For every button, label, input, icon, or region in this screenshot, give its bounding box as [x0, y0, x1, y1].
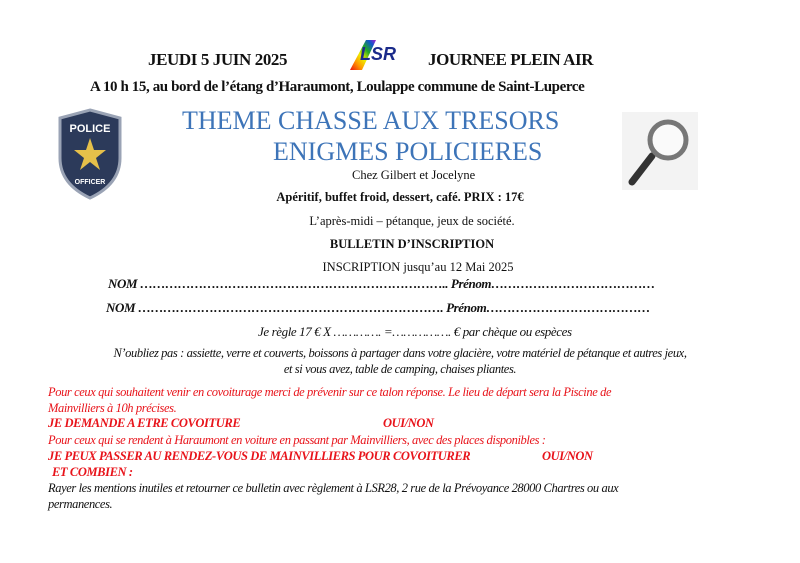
deadline-text: INSCRIPTION jusqu’au 12 Mai 2025: [322, 260, 514, 274]
police-badge-image: [54, 108, 126, 200]
theme-title: THEME CHASSE AUX TRESORS: [182, 106, 560, 135]
reminder-line-1: N’oubliez pas : assiette, verre et couverts, boissons à partager dans votre glacière, votre matériel de pétanque et autres jeux,: [113, 346, 687, 360]
carpool-request-choice[interactable]: OUI/NON: [383, 416, 434, 430]
host-text: Chez Gilbert et Jocelyne: [352, 168, 476, 182]
badge-top-text: POLICE: [69, 123, 111, 135]
event-location: A 10 h 15, au bord de l’étang d’Haraumont, Loulappe commune de Saint-Luperce: [90, 79, 585, 95]
carpool-intro-1: Pour ceux qui souhaitent venir en covoiturage merci de prévenir sur ce talon réponse. Le lieu de départ sera la Piscine de: [48, 385, 612, 399]
driver-offer: JE PEUX PASSER AU RENDEZ-VOUS DE MAINVILLIERS POUR COVOITURER: [48, 449, 471, 463]
event-date: JEUDI 5 JUIN 2025: [148, 50, 288, 69]
seat-count-field[interactable]: ET COMBIEN :: [52, 465, 133, 479]
bulletin-heading: BULLETIN D’INSCRIPTION: [329, 237, 495, 251]
magnifier-image: [622, 112, 698, 190]
carpool-request: JE DEMANDE A ETRE COVOITURE: [48, 416, 241, 430]
afternoon-text: L’après-midi – pétanque, jeux de société.: [309, 214, 515, 228]
footer-line-1: Rayer les mentions inutiles et retourner ce bulletin avec règlement à LSR28, 2 rue de la Prévoyance 28000 Chartres ou aux: [48, 481, 619, 495]
menu-price-text: Apéritif, buffet froid, dessert, café. PRIX : 17€: [276, 190, 524, 204]
svg-text:LSR: LSR: [360, 44, 396, 64]
theme-subtitle: ENIGMES POLICIERES: [273, 137, 543, 166]
name-field-2[interactable]: NOM ………………………………………………………………. Prénom…………………………………: [106, 300, 651, 315]
carpool-intro-2: Mainvilliers à 10h précises.: [48, 401, 177, 415]
driver-intro: Pour ceux qui se rendent à Haraumont en voiture en passant par Mainvilliers, avec des places disponibles :: [48, 433, 546, 447]
payment-line[interactable]: Je règle 17 € X …………. =……………. € par chèque ou espèces: [258, 324, 572, 339]
reminder-line-2: et si vous avez, table de camping, chaises pliantes.: [283, 362, 517, 376]
name-field-1[interactable]: NOM ……………………………………………………………….. Prénom…………………………………: [108, 276, 655, 291]
event-title: JOURNEE PLEIN AIR: [428, 50, 594, 69]
driver-offer-choice[interactable]: OUI/NON: [542, 449, 593, 463]
lsr-logo: [346, 38, 412, 72]
footer-line-2: permanences.: [48, 497, 113, 511]
badge-bottom-text: OFFICER: [74, 179, 106, 186]
